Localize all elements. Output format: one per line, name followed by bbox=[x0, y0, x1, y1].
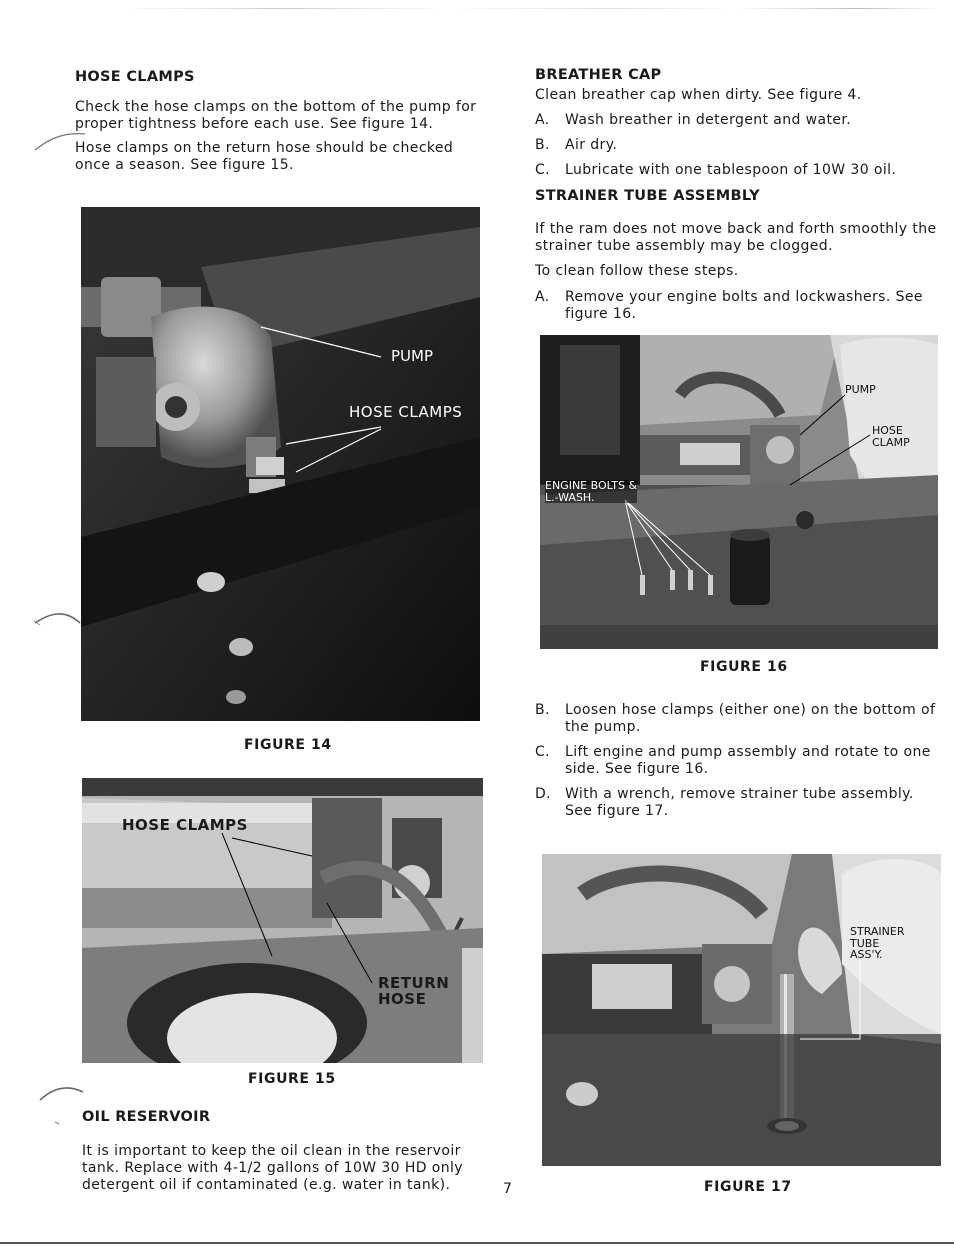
figure-16-hose-clamp-label: HOSE CLAMP bbox=[872, 424, 910, 449]
breather-cap-heading: BREATHER CAP bbox=[535, 67, 662, 83]
figure-16-photo bbox=[540, 335, 938, 649]
figure-16-engine-bolts-label: ENGINE BOLTS & L.-WASH. bbox=[545, 479, 638, 504]
strainer-step: C. Lift engine and pump assembly and rotate to one side. See figure 16. bbox=[535, 744, 931, 777]
strainer-step: B. Loosen hose clamps (either one) on the bottom of the pump. bbox=[535, 702, 936, 735]
figure-14-caption: FIGURE 14 bbox=[244, 737, 332, 753]
pencil-mark-icon bbox=[30, 128, 90, 158]
oil-reservoir-heading: OIL RESERVOIR bbox=[82, 1109, 211, 1125]
figure-17-caption: FIGURE 17 bbox=[704, 1179, 792, 1195]
top-scan-mark bbox=[120, 8, 940, 9]
figure-14-illustration bbox=[81, 207, 480, 721]
figure-15-photo bbox=[82, 778, 483, 1063]
strainer-tube-paragraph-2: To clean follow these steps. bbox=[535, 263, 739, 279]
figure-17-illustration bbox=[542, 854, 941, 1166]
strainer-tube-paragraph-1: If the ram does not move back and forth smoothly the strainer tube assembly may be clogged. bbox=[535, 221, 937, 254]
strainer-tube-heading: STRAINER TUBE ASSEMBLY bbox=[535, 188, 760, 204]
figure-14-photo bbox=[81, 207, 480, 721]
figure-16-caption: FIGURE 16 bbox=[700, 659, 788, 675]
page-number: 7 bbox=[503, 1181, 512, 1197]
figure-17-photo bbox=[542, 854, 941, 1166]
figure-16-pump-label: PUMP bbox=[845, 383, 876, 396]
figure-15-return-hose-label: RETURN HOSE bbox=[378, 974, 450, 1008]
oil-reservoir-paragraph: It is important to keep the oil clean in the reservoir tank. Replace with 4-1/2 gallons of 10W 30 HD only detergent oil if contaminated (e.g. water in tank). bbox=[82, 1143, 463, 1193]
breather-step: A. Wash breather in detergent and water. bbox=[535, 112, 852, 128]
figure-14-hose-clamps-label: HOSE CLAMPS bbox=[349, 403, 463, 421]
breather-step: C. Lubricate with one tablespoon of 10W 30 oil. bbox=[535, 162, 897, 178]
breather-step: B. Air dry. bbox=[535, 137, 618, 153]
breather-cap-steps bbox=[535, 112, 943, 179]
strainer-step: D. With a wrench, remove strainer tube assembly. See figure 17. bbox=[535, 786, 914, 819]
figure-15-caption: FIGURE 15 bbox=[248, 1071, 336, 1087]
breather-cap-intro: Clean breather cap when dirty. See figure 4. bbox=[535, 87, 862, 103]
figure-15-hose-clamps-label: HOSE CLAMPS bbox=[122, 816, 248, 834]
bottom-scan-line bbox=[0, 1242, 954, 1244]
strainer-step-a: A. Remove your engine bolts and lockwashers. See figure 16. bbox=[535, 289, 923, 322]
hose-clamps-paragraph-1: Check the hose clamps on the bottom of the pump for proper tightness before each use. See figure 14. bbox=[75, 99, 477, 132]
strainer-more-steps bbox=[535, 702, 943, 820]
hose-clamps-paragraph-2: Hose clamps on the return hose should be checked once a season. See figure 15. bbox=[75, 140, 454, 173]
figure-17-strainer-label: STRAINER TUBE ASS'Y. bbox=[850, 925, 905, 962]
figure-14-pump-label: PUMP bbox=[391, 347, 434, 365]
hose-clamps-heading: HOSE CLAMPS bbox=[75, 69, 195, 85]
